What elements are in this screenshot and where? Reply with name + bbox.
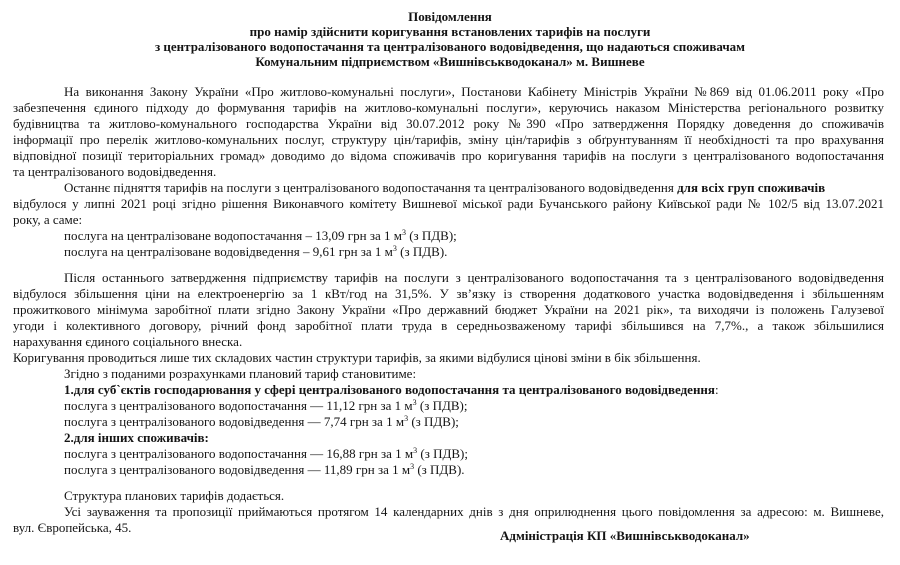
- group1-drainage-tariff: послуга з централізованого водовідведення — 7,74 грн за 1 $м^3$ (з ПДВ);: [64, 414, 459, 429]
- intro-paragraph-line: та централізованого водовідведення.: [13, 164, 217, 179]
- old-tariff-drainage: послуга на централізоване водовідведення – 9,61 грн за 1 $м^3$ (з ПДВ).: [64, 244, 448, 259]
- intro-paragraph-line: відповідної позиції територіальних громад» доводимо до відома споживачів про коригування тарифів на послуги з централізованого водопостачання: [13, 148, 884, 163]
- notice-subtitle-line-1: про намір здійснити коригування встановлених тарифів на послуги: [249, 24, 651, 39]
- planned-tariff-intro: Згідно з поданими розрахунками плановий тариф становитиме:: [64, 366, 417, 381]
- reason-paragraph-line: відбулося збільшення ціни на електроенергію за 1 кВт/год на 31,5%. У зв’язку із створення додаткового участка водовідведення і збільшенням: [13, 286, 884, 301]
- intro-paragraph-line: інформації про перелік житлово-комунальних послуг, структуру цін/тарифів, зміну цін/тарифів з обґрунтуванням її необхідності та про врахування: [13, 132, 884, 147]
- group1-heading: 1.для суб`єктів господарювання у сфері централізованого водопостачання та централізованого водовідведення:: [64, 382, 719, 397]
- last-increase-text: Останнє підняття тарифів на послуги з централізованого водопостачання та централізованого водовідведення: [64, 180, 674, 195]
- reason-paragraph-line: прожиткового мінімума заробітної плати згідно Закону України «Про державний бюджет України на 2021 рік», та виходячи із положень Галузевої: [13, 302, 884, 317]
- intro-paragraph-line: будівництва та житлово-комунального господарства України від 30.07.2012 року №390 «Про затвердження Порядку доведення до споживачів: [13, 116, 884, 131]
- notice-subtitle-line-2: з централізованого водопостачання та централізованого водовідведення, що надаються споживачам: [154, 39, 746, 54]
- last-increase-line: [64, 180, 825, 196]
- notice-subtitle-line-3: Комунальним підприємством «Вишнівськводоканал» м. Вишневе: [255, 54, 645, 69]
- correction-scope-text: Коригування проводиться лише тих складових частин структури тарифів, за якими відбулися цінові зміни в бік збільшення.: [13, 350, 701, 365]
- last-increase-line: відбулося у липні 2021 році згідно рішення Виконавчого комітету Вишневої міської ради Бучанського району Київської ради № 102/5 від 13.07.2021: [13, 196, 884, 211]
- group1-water-supply-tariff: послуга з централізованого водопостачання — 11,12 грн за 1 $м^3$ (з ПДВ);: [64, 398, 468, 413]
- all-consumers-emphasis: для всіх груп споживачів: [677, 180, 826, 195]
- group2-drainage-tariff: послуга з централізованого водовідведення — 11,89 грн за 1 $м^3$ (з ПДВ).: [64, 462, 465, 477]
- reason-paragraph-line: угоди і колективного договору, річний фонд заробітної плати труда в середньозваженому тарифі збільшився на 7,7%., а також збільшилися: [13, 318, 884, 333]
- signature-administration: Адміністрація КП «Вишнівськводоканал»: [500, 528, 750, 543]
- group2-heading: 2.для інших споживачів:: [64, 430, 209, 445]
- intro-paragraph-line: На виконання Закону України «Про житлово-комунальні послуги», Постанови Кабінету Міністрів України №869 від 01.06.2011 року «Про: [64, 84, 884, 99]
- notice-title: Повідомлення: [408, 9, 492, 24]
- reason-paragraph-line: нарахування єдиного соціального внеска.: [13, 334, 243, 349]
- old-tariff-water-supply: послуга на централізоване водопостачання – 13,09 грн за 1 $м^3$ (з ПДВ);: [64, 228, 457, 243]
- last-increase-line: року, а саме:: [13, 212, 83, 227]
- comments-address-line: Усі зауваження та пропозиції приймаються протягом 14 календарних днів з дня оприлюднення цього повідомлення за адресою: м. Вишневе,: [64, 504, 884, 519]
- tariff-structure-attached: Структура планових тарифів додається.: [64, 488, 285, 503]
- group2-water-supply-tariff: послуга з централізованого водопостачання — 16,88 грн за 1 $м^3$ (з ПДВ);: [64, 446, 468, 461]
- intro-paragraph-line: забезпечення єдиного підходу до формування тарифів на житлово-комунальні послуги», керуючись наказом Міністерства регіонального розвитку: [13, 100, 884, 115]
- reason-paragraph-line: Після останнього затвердження підприємству тарифів на послуги з централізованого водопостачання та з централізованого водовідведення: [64, 270, 884, 285]
- comments-address-line: вул. Європейська, 45.: [13, 520, 132, 535]
